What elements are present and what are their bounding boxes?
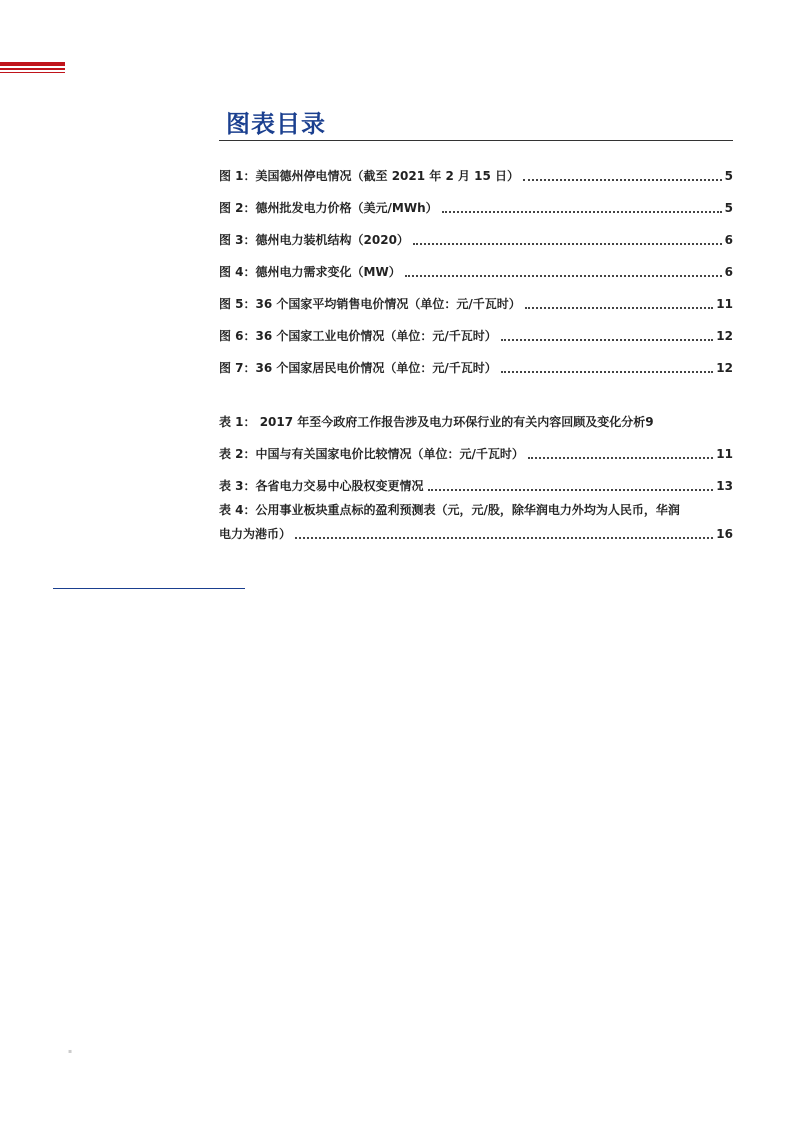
entry-page: 6 — [724, 233, 733, 247]
toc-entry-figure-4[interactable] — [219, 248, 733, 280]
entry-label: 表 1： 2017 年至今政府工作报告涉及电力环保行业的有关内容回顾及变化分析 — [219, 415, 646, 429]
toc-entry-table-2[interactable] — [219, 430, 733, 462]
entry-label: 图 3：德州电力装机结构（2020） — [219, 233, 409, 247]
toc-entry-figure-2[interactable] — [219, 184, 733, 216]
footnote-divider — [53, 588, 245, 589]
dot-leader — [525, 307, 714, 309]
entry-page: 13 — [716, 479, 733, 493]
entry-page: 5 — [724, 201, 733, 215]
entry-label: 图 5：36 个国家平均销售电价情况（单位：元/千瓦时） — [219, 297, 521, 311]
header-accent-bar — [0, 62, 65, 73]
toc-entry-figure-5[interactable] — [219, 280, 733, 312]
toc-entry-figure-1[interactable] — [219, 152, 733, 184]
entry-label: 图 4：德州电力需求变化（MW） — [219, 265, 401, 279]
figure-list — [219, 152, 733, 376]
heading-divider — [219, 140, 733, 141]
entry-page: 12 — [716, 361, 733, 375]
dot-leader — [501, 339, 714, 341]
toc-entry-table-3[interactable] — [219, 462, 733, 494]
toc-entry-figure-7[interactable] — [219, 344, 733, 376]
entry-label-line1: 表 4：公用事业板块重点标的盈利预测表（元，元/股，除华润电力外均为人民币，华润 — [219, 503, 680, 517]
page-mark: ▪ — [68, 1048, 73, 1055]
entry-page: 12 — [716, 329, 733, 343]
dot-leader — [501, 371, 714, 373]
entry-label: 表 2：中国与有关国家电价比较情况（单位：元/千瓦时） — [219, 447, 524, 461]
toc-entry-figure-3[interactable] — [219, 216, 733, 248]
entry-label: 图 1：美国德州停电情况（截至 2021 年 2 月 15 日） — [219, 169, 520, 183]
entry-label: 表 3：各省电力交易中心股权变更情况 — [219, 479, 424, 493]
toc-entry-table-1[interactable] — [219, 398, 733, 430]
entry-page: 11 — [716, 447, 733, 461]
dot-leader — [295, 537, 713, 539]
entry-page: 6 — [724, 265, 733, 279]
dot-leader — [442, 211, 722, 213]
entry-label-line2: 电力为港币） — [219, 527, 292, 541]
dot-leader — [405, 275, 722, 277]
dot-leader — [528, 457, 713, 459]
dot-leader — [413, 243, 722, 245]
toc-entry-table-4[interactable] — [219, 494, 733, 542]
entry-label: 图 2：德州批发电力价格（美元/MWh） — [219, 201, 438, 215]
dot-leader — [428, 489, 714, 491]
entry-label: 图 6：36 个国家工业电价情况（单位：元/千瓦时） — [219, 329, 497, 343]
dot-leader — [523, 179, 722, 181]
entry-page: 9 — [645, 415, 654, 429]
toc-heading: 图表目录 — [226, 110, 326, 138]
entry-page: 5 — [724, 169, 733, 183]
entry-page: 16 — [716, 527, 733, 541]
toc-entry-figure-6[interactable] — [219, 312, 733, 344]
table-list — [219, 398, 733, 542]
entry-label: 图 7：36 个国家居民电价情况（单位：元/千瓦时） — [219, 361, 497, 375]
entry-page: 11 — [716, 297, 733, 311]
